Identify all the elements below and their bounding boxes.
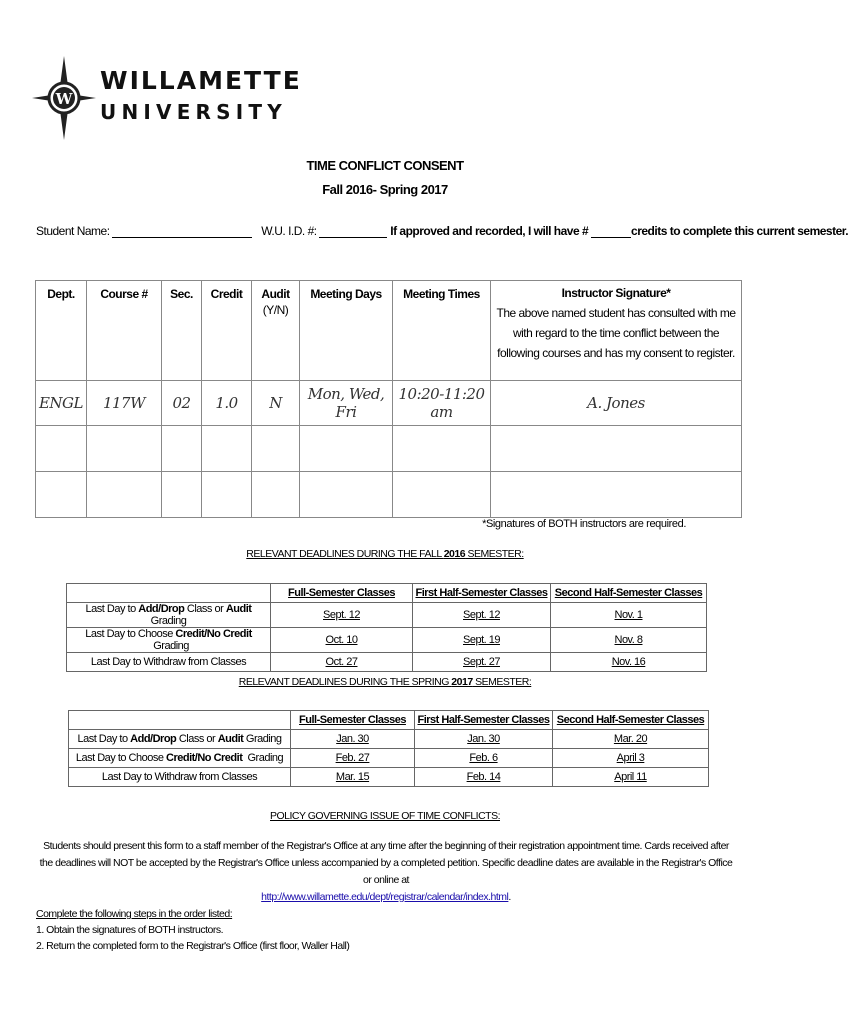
label-part: Last Day to Choose	[75, 752, 167, 764]
policy-link-after: .	[508, 891, 511, 903]
deadline-row	[67, 628, 707, 653]
label-part: Last Day to Choose	[85, 628, 176, 640]
deadline-date: Jan. 30	[415, 730, 553, 749]
deadline-date: Feb. 6	[415, 749, 553, 768]
empty-cell[interactable]	[36, 426, 87, 472]
cell-signature[interactable]: A. Jones	[491, 381, 742, 426]
header-audit-label: Audit	[261, 287, 290, 301]
policy-title: POLICY GOVERNING ISSUE OF TIME CONFLICTS:	[270, 810, 500, 822]
table-header-row	[36, 281, 742, 381]
empty-cell[interactable]	[87, 472, 162, 518]
empty-cell[interactable]	[162, 426, 202, 472]
header-signature-text: The above named student has consulted with me with regard to the time conflict between the following courses and has my consent to register.	[496, 306, 736, 360]
deadline-date: Sept. 12	[271, 603, 413, 628]
student-id-label: W.U. I.D. #:	[261, 224, 317, 238]
student-info-line	[36, 224, 848, 238]
deadline-date: Oct. 27	[271, 653, 413, 672]
deadline-row	[67, 653, 707, 672]
deadline-label	[67, 603, 271, 628]
fall-title-before: RELEVANT DEADLINES DURING THE FALL	[246, 548, 444, 560]
table-row-empty	[36, 472, 742, 518]
col-full-semester: Full-Semester Classes	[291, 711, 415, 730]
empty-cell[interactable]	[87, 426, 162, 472]
label-bold: Audit	[217, 733, 244, 745]
col-first-half: First Half-Semester Classes	[413, 584, 551, 603]
credits-field[interactable]	[591, 237, 631, 238]
spring-title-before: RELEVANT DEADLINES DURING THE SPRING	[238, 676, 452, 688]
student-name-label: Student Name:	[36, 224, 110, 238]
deadline-date: Sept. 12	[413, 603, 551, 628]
header-course: Course #	[87, 281, 162, 381]
label-bold: Credit/No Credit	[166, 752, 243, 764]
header-signature-label: Instructor Signature*	[561, 286, 671, 300]
deadline-date: Sept. 27	[413, 653, 551, 672]
student-name-field[interactable]	[112, 237, 252, 238]
logo-wordmark-line2: UNIVERSITY	[100, 100, 287, 124]
header-credit: Credit	[202, 281, 252, 381]
cell-credit[interactable]: 1.0	[202, 381, 252, 426]
empty-cell[interactable]	[393, 426, 491, 472]
deadline-date: Nov. 16	[551, 653, 707, 672]
university-logo	[32, 56, 302, 140]
deadline-label: Last Day to Withdraw from Classes	[69, 768, 291, 787]
empty-cell[interactable]	[393, 472, 491, 518]
col-second-half: Second Half-Semester Classes	[553, 711, 709, 730]
label-part: Class or	[176, 733, 218, 745]
logo-wordmark-line1: WILLAMETTE	[100, 66, 302, 95]
cell-course[interactable]: 117W	[87, 381, 162, 426]
label-part: Grading	[242, 752, 284, 764]
deadline-date: April 11	[553, 768, 709, 787]
deadline-date: Mar. 15	[291, 768, 415, 787]
credits-statement-after: credits to complete this current semester.	[631, 224, 848, 238]
deadline-date: Feb. 27	[291, 749, 415, 768]
header-audit-sub: (Y/N)	[262, 303, 289, 317]
empty-cell[interactable]	[162, 472, 202, 518]
signature-note: *Signatures of BOTH instructors are required.	[482, 518, 686, 530]
empty-cell[interactable]	[491, 472, 742, 518]
label-part: Class or	[184, 603, 226, 615]
empty-cell[interactable]	[300, 472, 393, 518]
col-full-semester: Full-Semester Classes	[271, 584, 413, 603]
deadline-date: Feb. 14	[415, 768, 553, 787]
empty-cell[interactable]	[202, 472, 252, 518]
deadline-corner-cell	[67, 584, 271, 603]
header-times: Meeting Times	[393, 281, 491, 381]
label-part: Grading	[150, 615, 187, 627]
cell-times[interactable]: 10:20-11:20 am	[393, 381, 491, 426]
spring-deadlines-title	[0, 676, 770, 688]
steps-list	[36, 906, 349, 954]
col-second-half: Second Half-Semester Classes	[551, 584, 707, 603]
deadline-row	[67, 603, 707, 628]
deadline-label	[69, 730, 291, 749]
label-part: Last Day to	[77, 733, 131, 745]
deadline-header-row	[67, 584, 707, 603]
header-days: Meeting Days	[300, 281, 393, 381]
cell-days[interactable]: Mon, Wed, Fri	[300, 381, 393, 426]
label-part: Grading	[243, 733, 282, 745]
deadline-label	[67, 628, 271, 653]
step-item: 2. Return the completed form to the Registrar's Office (first floor, Waller Hall)	[36, 940, 350, 952]
empty-cell[interactable]	[36, 472, 87, 518]
fall-title-year: 2016	[443, 548, 466, 560]
compass-seal-icon	[32, 56, 96, 140]
header-audit	[252, 281, 300, 381]
empty-cell[interactable]	[252, 472, 300, 518]
student-id-field[interactable]	[319, 237, 387, 238]
empty-cell[interactable]	[252, 426, 300, 472]
empty-cell[interactable]	[202, 426, 252, 472]
table-row-empty	[36, 426, 742, 472]
deadline-row	[69, 749, 709, 768]
spring-title-after: SEMESTER:	[472, 676, 532, 688]
policy-text	[36, 838, 736, 906]
col-first-half: First Half-Semester Classes	[415, 711, 553, 730]
label-bold: Audit	[225, 603, 252, 615]
header-sec: Sec.	[162, 281, 202, 381]
deadline-header-row	[69, 711, 709, 730]
deadline-row	[69, 768, 709, 787]
deadline-label: Last Day to Withdraw from Classes	[67, 653, 271, 672]
deadline-date: April 3	[553, 749, 709, 768]
label-bold: Credit/No Credit	[175, 628, 252, 640]
svg-text:W: W	[55, 90, 73, 108]
deadline-date: Oct. 10	[271, 628, 413, 653]
deadline-row	[69, 730, 709, 749]
label-part: Grading	[148, 640, 189, 652]
empty-cell[interactable]	[300, 426, 393, 472]
deadline-corner-cell	[69, 711, 291, 730]
deadline-date: Mar. 20	[553, 730, 709, 749]
policy-body: Students should present this form to a staff member of the Registrar's Office at any time after the beginning of their registration appointment time. Cards received after the deadlines will NOT be accepted by the Registrar's Office unless accompanied by a completed petition. Specific deadline dates are available in the Registrar's Office or online at	[39, 840, 733, 886]
label-bold: Add/Drop	[130, 733, 177, 745]
deadline-date: Sept. 19	[413, 628, 551, 653]
header-dept: Dept.	[36, 281, 87, 381]
credits-statement-before: If approved and recorded, I will have #	[390, 224, 589, 238]
deadline-date: Nov. 1	[551, 603, 707, 628]
steps-heading: Complete the following steps in the order listed:	[36, 908, 233, 920]
form-subtitle: Fall 2016- Spring 2017	[322, 182, 448, 197]
deadline-date: Nov. 8	[551, 628, 707, 653]
spring-deadlines-table	[68, 710, 709, 787]
label-part: Last Day to	[85, 603, 139, 615]
cell-audit[interactable]: N	[252, 381, 300, 426]
cell-sec[interactable]: 02	[162, 381, 202, 426]
registrar-calendar-link[interactable]: http://www.willamette.edu/dept/registrar/calendar/index.html	[261, 891, 509, 903]
form-title: TIME CONFLICT CONSENT	[306, 158, 464, 173]
course-conflict-table	[35, 280, 742, 518]
label-bold: Add/Drop	[138, 603, 185, 615]
empty-cell[interactable]	[491, 426, 742, 472]
deadline-label	[69, 749, 291, 768]
cell-dept[interactable]: ENGL	[36, 381, 87, 426]
header-signature	[491, 281, 742, 381]
step-item: 1. Obtain the signatures of BOTH instructors.	[36, 924, 224, 936]
fall-title-after: SEMESTER:	[465, 548, 524, 560]
fall-deadlines-table	[66, 583, 707, 672]
spring-title-year: 2017	[451, 676, 473, 688]
table-row	[36, 381, 742, 426]
deadline-date: Jan. 30	[291, 730, 415, 749]
fall-deadlines-title	[0, 548, 770, 560]
